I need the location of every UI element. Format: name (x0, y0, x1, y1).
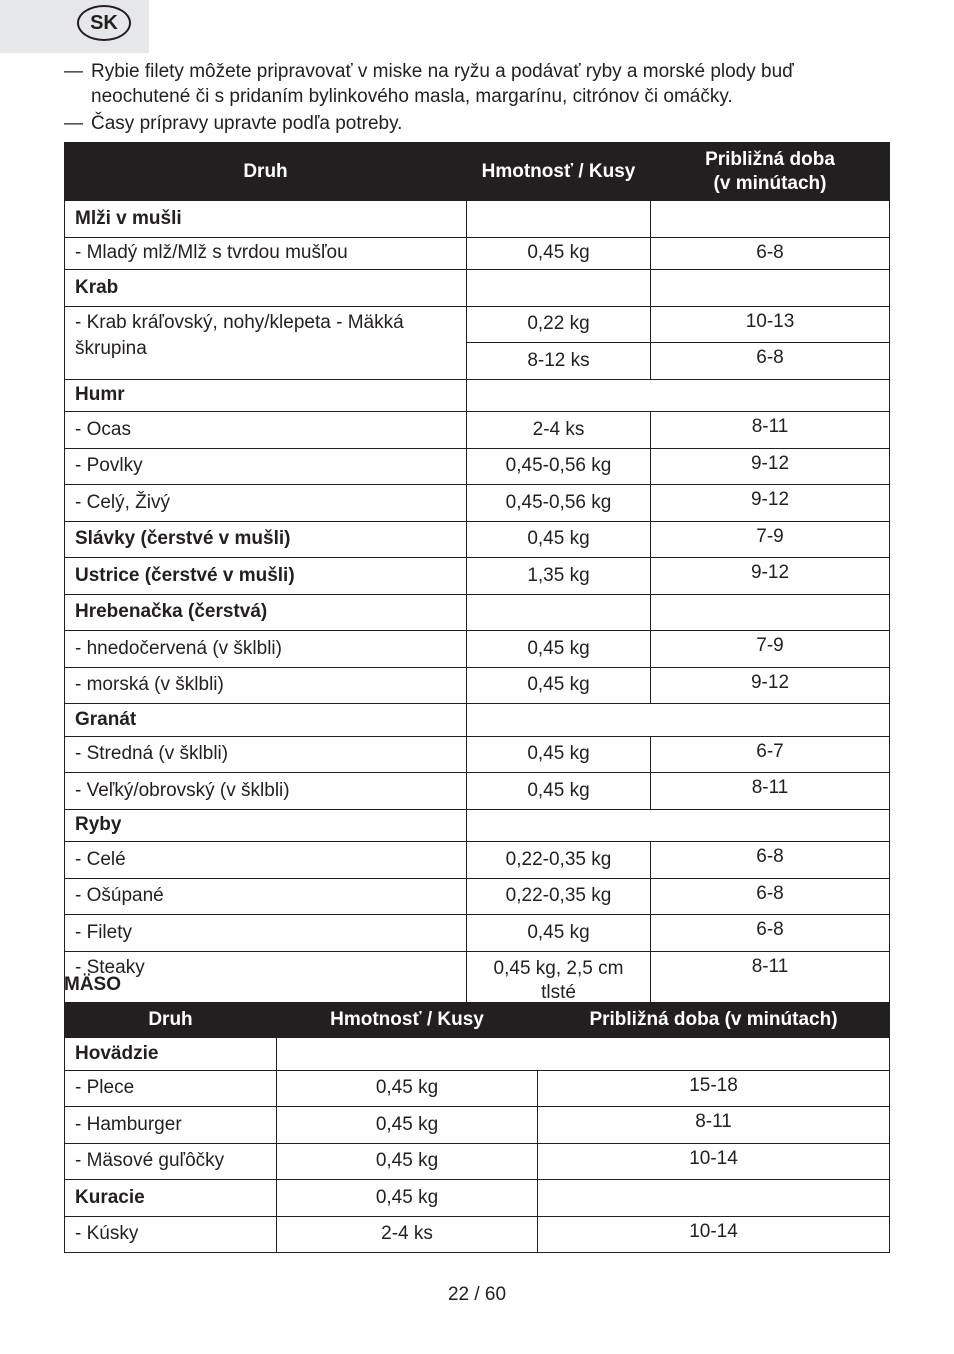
row-name: Hrebenačka (čerstvá) (65, 594, 467, 631)
row-time: 9-12 (651, 667, 890, 704)
row-weight: 1,35 kg (467, 558, 651, 595)
note-item (64, 112, 894, 137)
note-dash: — (64, 113, 83, 134)
row-weight: 0,45 kg (277, 1107, 538, 1144)
table-row (65, 1180, 890, 1217)
row-weight (467, 270, 651, 307)
row-name: - Ocas (65, 412, 467, 449)
row-weight: 0,22 kg (467, 306, 651, 343)
row-weight: 0,45 kg (277, 1070, 538, 1107)
row-name: - Mladý mlž/Mlž s tvrdou mušľou (65, 237, 467, 270)
table-row (65, 915, 890, 952)
header-weight: Hmotnosť / Kusy (277, 1003, 538, 1038)
table-row (65, 558, 890, 595)
row-time: 6-8 (651, 878, 890, 915)
row-weight: 0,22-0,35 kg (467, 842, 651, 879)
row-time: 15-18 (538, 1070, 890, 1107)
row-name: Ustrice (čerstvé v mušli) (65, 558, 467, 595)
table-row (65, 1038, 890, 1071)
row-name: - Celé (65, 842, 467, 879)
table-row (65, 1216, 890, 1253)
row-weight (277, 1038, 890, 1071)
row-name: - Kúsky (65, 1216, 277, 1253)
header-druh: Druh (65, 143, 467, 201)
table-row (65, 485, 890, 522)
row-name: - Plece (65, 1070, 277, 1107)
language-tab (0, 0, 149, 53)
row-name: - Celý, Živý (65, 485, 467, 522)
row-weight: 0,22-0,35 kg (467, 878, 651, 915)
row-time (538, 1180, 890, 1217)
row-weight: 8-12 ks (467, 343, 651, 380)
table-row (65, 270, 890, 307)
language-badge: SK (77, 5, 131, 41)
row-weight: 0,45 kg (467, 237, 651, 270)
row-weight: 0,45 kg, 2,5 cm tlsté (467, 951, 651, 1011)
header-time-line2: (v minútach) (713, 172, 827, 194)
row-weight: 0,45 kg (467, 631, 651, 668)
header-time: Približná doba (v minútach) (538, 1003, 890, 1038)
table-row (65, 237, 890, 270)
row-weight: 0,45 kg (467, 521, 651, 558)
row-time: 6-8 (651, 842, 890, 879)
row-weight: 0,45 kg (277, 1143, 538, 1180)
row-time (651, 201, 890, 238)
row-name: Slávky (čerstvé v mušli) (65, 521, 467, 558)
row-weight (467, 379, 890, 412)
row-name: - Stredná (v šklbli) (65, 736, 467, 773)
page-number: 22 / 60 (447, 1284, 507, 1305)
table-row (65, 448, 890, 485)
row-weight: 0,45 kg (467, 915, 651, 952)
notes (64, 60, 894, 137)
table-row (65, 773, 890, 810)
table-row (65, 379, 890, 412)
header-time (651, 143, 890, 201)
table-header-row (65, 1003, 890, 1038)
row-time: 8-11 (651, 773, 890, 810)
row-time (651, 594, 890, 631)
row-time: 6-7 (651, 736, 890, 773)
row-time: 9-12 (651, 448, 890, 485)
row-name: Humr (65, 379, 467, 412)
row-weight: 0,45 kg (277, 1180, 538, 1217)
row-name: - Mäsové guľôčky (65, 1143, 277, 1180)
row-time: 6-8 (651, 343, 890, 380)
note-dash: — (64, 61, 83, 82)
row-time: 7-9 (651, 631, 890, 668)
seafood-table (64, 142, 890, 1012)
row-time: 10-14 (538, 1143, 890, 1180)
row-name: Hovädzie (65, 1038, 277, 1071)
row-name: - Hamburger (65, 1107, 277, 1144)
row-time: 8-11 (538, 1107, 890, 1144)
row-name: Granát (65, 704, 467, 737)
row-name: Kuracie (65, 1180, 277, 1217)
row-name: - Steaky (65, 951, 467, 1011)
row-weight: 0,45 kg (467, 773, 651, 810)
row-weight: 0,45 kg (467, 667, 651, 704)
row-name: - Filety (65, 915, 467, 952)
table-row (65, 704, 890, 737)
table-row (65, 521, 890, 558)
row-time: 10-13 (651, 306, 890, 343)
row-time: 6-8 (651, 915, 890, 952)
row-name: - Ošúpané (65, 878, 467, 915)
row-time: 8-11 (651, 951, 890, 1011)
row-time: 10-14 (538, 1216, 890, 1253)
row-name: - Krab kráľovský, nohy/klepeta - Mäkká škrupina (65, 306, 467, 379)
row-name: - Povlky (65, 448, 467, 485)
table-row (65, 1070, 890, 1107)
note-text: Rybie filety môžete pripravovať v miske na ryžu a podávať ryby a morské plody buď neochutené či s pridaním bylinkového masla, margarínu, citrónov či omáčky. (91, 61, 794, 107)
row-time: 7-9 (651, 521, 890, 558)
row-time: 9-12 (651, 485, 890, 522)
row-name: Mlži v mušli (65, 201, 467, 238)
row-weight (467, 201, 651, 238)
meat-table (64, 1002, 890, 1253)
row-weight: 0,45-0,56 kg (467, 448, 651, 485)
row-time: 6-8 (651, 237, 890, 270)
table-row (65, 201, 890, 238)
table-row (65, 878, 890, 915)
note-text: Časy prípravy upravte podľa potreby. (91, 113, 403, 134)
table-row (65, 594, 890, 631)
row-name: Ryby (65, 809, 467, 842)
table-row (65, 1107, 890, 1144)
table-row (65, 631, 890, 668)
table-row (65, 842, 890, 879)
row-time: 9-12 (651, 558, 890, 595)
table-row (65, 412, 890, 449)
row-time: 8-11 (651, 412, 890, 449)
row-weight (467, 809, 890, 842)
row-name: - Veľký/obrovský (v šklbli) (65, 773, 467, 810)
table-row (65, 736, 890, 773)
table-header-row (65, 143, 890, 201)
row-weight: 2-4 ks (467, 412, 651, 449)
note-item (64, 60, 894, 109)
row-name: - morská (v šklbli) (65, 667, 467, 704)
row-name: - hnedočervená (v šklbli) (65, 631, 467, 668)
row-weight (467, 594, 651, 631)
row-name: Krab (65, 270, 467, 307)
table-row (65, 306, 890, 343)
row-weight: 0,45-0,56 kg (467, 485, 651, 522)
header-weight: Hmotnosť / Kusy (467, 143, 651, 201)
row-weight (467, 704, 890, 737)
table-row (65, 667, 890, 704)
header-druh: Druh (65, 1003, 277, 1038)
meat-section-title: MÄSO (64, 974, 121, 995)
table-row (65, 809, 890, 842)
table-row (65, 1143, 890, 1180)
row-time (651, 270, 890, 307)
header-time-line1: Približná doba (705, 148, 835, 170)
row-weight: 0,45 kg (467, 736, 651, 773)
row-weight: 2-4 ks (277, 1216, 538, 1253)
